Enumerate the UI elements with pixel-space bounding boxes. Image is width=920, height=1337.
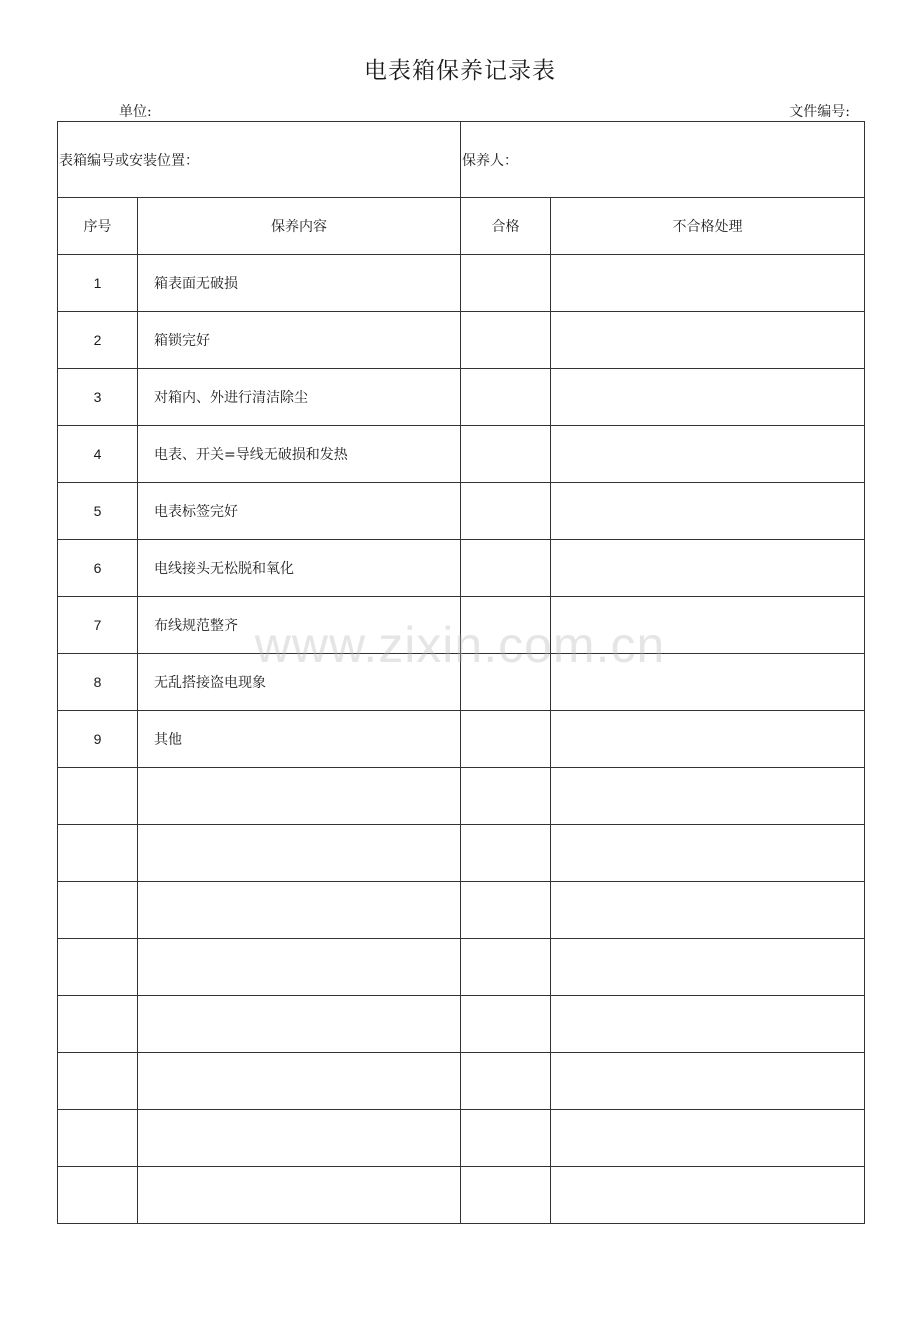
- fail-handling-cell[interactable]: [551, 369, 865, 426]
- pass-cell[interactable]: [461, 255, 551, 312]
- box-location-field[interactable]: 表箱编号或安装位置：: [58, 122, 461, 198]
- pass-cell[interactable]: [461, 939, 551, 996]
- row-number: 6: [58, 540, 138, 597]
- maintainer-field[interactable]: 保养人：: [461, 122, 865, 198]
- row-number: [58, 996, 138, 1053]
- table-row: [58, 654, 865, 711]
- row-number: [58, 1110, 138, 1167]
- row-content: [138, 1110, 461, 1167]
- table-row: [58, 711, 865, 768]
- table-row: [58, 255, 865, 312]
- fail-handling-cell[interactable]: [551, 426, 865, 483]
- pass-cell[interactable]: [461, 882, 551, 939]
- maintenance-record-table: [57, 121, 865, 1224]
- table-row: [58, 369, 865, 426]
- row-content: 电表、开关=导线无破损和发热: [138, 426, 461, 483]
- header-no: 序号: [58, 198, 138, 255]
- fail-handling-cell[interactable]: [551, 654, 865, 711]
- header-content: 保养内容: [138, 198, 461, 255]
- fail-handling-cell[interactable]: [551, 597, 865, 654]
- fail-handling-cell[interactable]: [551, 882, 865, 939]
- row-content: 箱锁完好: [138, 312, 461, 369]
- unit-label: 单位:: [119, 104, 152, 120]
- fail-handling-cell[interactable]: [551, 939, 865, 996]
- pass-cell[interactable]: [461, 426, 551, 483]
- row-content: [138, 1167, 461, 1224]
- row-number: 1: [58, 255, 138, 312]
- row-number: [58, 882, 138, 939]
- row-number: [58, 939, 138, 996]
- fail-handling-cell[interactable]: [551, 255, 865, 312]
- row-content: [138, 825, 461, 882]
- table-row: [58, 996, 865, 1053]
- table-row: [58, 312, 865, 369]
- doc-number-label: 文件编号:: [789, 104, 850, 120]
- fail-handling-cell[interactable]: [551, 768, 865, 825]
- fail-handling-cell[interactable]: [551, 483, 865, 540]
- pass-cell[interactable]: [461, 996, 551, 1053]
- table-row: [58, 597, 865, 654]
- pass-cell[interactable]: [461, 597, 551, 654]
- row-number: 5: [58, 483, 138, 540]
- pass-cell[interactable]: [461, 312, 551, 369]
- row-content: [138, 996, 461, 1053]
- header-row: [58, 198, 865, 255]
- row-number: [58, 768, 138, 825]
- row-content: [138, 1053, 461, 1110]
- page-title: 电表箱保养记录表: [364, 58, 556, 84]
- row-content: 布线规范整齐: [138, 597, 461, 654]
- table-row: [58, 483, 865, 540]
- table-row: [58, 939, 865, 996]
- row-number: 4: [58, 426, 138, 483]
- pass-cell[interactable]: [461, 768, 551, 825]
- table-row: [58, 1167, 865, 1224]
- pass-cell[interactable]: [461, 369, 551, 426]
- row-content: 无乱搭接盗电现象: [138, 654, 461, 711]
- row-number: [58, 1167, 138, 1224]
- fail-handling-cell[interactable]: [551, 1053, 865, 1110]
- fail-handling-cell[interactable]: [551, 711, 865, 768]
- table-row: [58, 825, 865, 882]
- row-number: 2: [58, 312, 138, 369]
- watermark: www.zixin.com.cn: [254, 617, 666, 673]
- table-row: [58, 426, 865, 483]
- row-content: [138, 768, 461, 825]
- pass-cell[interactable]: [461, 654, 551, 711]
- row-content: 其他: [138, 711, 461, 768]
- header-fail-handling: 不合格处理: [551, 198, 865, 255]
- pass-cell[interactable]: [461, 825, 551, 882]
- fail-handling-cell[interactable]: [551, 1110, 865, 1167]
- table-row: [58, 768, 865, 825]
- row-number: 3: [58, 369, 138, 426]
- pass-cell[interactable]: [461, 1167, 551, 1224]
- fail-handling-cell[interactable]: [551, 825, 865, 882]
- header-pass: 合格: [461, 198, 551, 255]
- table-row: [58, 1110, 865, 1167]
- pass-cell[interactable]: [461, 1053, 551, 1110]
- row-number: 8: [58, 654, 138, 711]
- pass-cell[interactable]: [461, 711, 551, 768]
- row-number: [58, 1053, 138, 1110]
- pass-cell[interactable]: [461, 483, 551, 540]
- fail-handling-cell[interactable]: [551, 996, 865, 1053]
- row-content: 对箱内、外进行清洁除尘: [138, 369, 461, 426]
- info-row: [58, 122, 865, 198]
- row-content: 电线接头无松脱和氧化: [138, 540, 461, 597]
- fail-handling-cell[interactable]: [551, 540, 865, 597]
- row-content: 电表标签完好: [138, 483, 461, 540]
- row-content: [138, 939, 461, 996]
- row-number: [58, 825, 138, 882]
- pass-cell[interactable]: [461, 1110, 551, 1167]
- table-row: [58, 882, 865, 939]
- row-number: 7: [58, 597, 138, 654]
- table-row: [58, 1053, 865, 1110]
- row-content: [138, 882, 461, 939]
- fail-handling-cell[interactable]: [551, 1167, 865, 1224]
- row-number: 9: [58, 711, 138, 768]
- fail-handling-cell[interactable]: [551, 312, 865, 369]
- row-content: 箱表面无破损: [138, 255, 461, 312]
- pass-cell[interactable]: [461, 540, 551, 597]
- table-row: [58, 540, 865, 597]
